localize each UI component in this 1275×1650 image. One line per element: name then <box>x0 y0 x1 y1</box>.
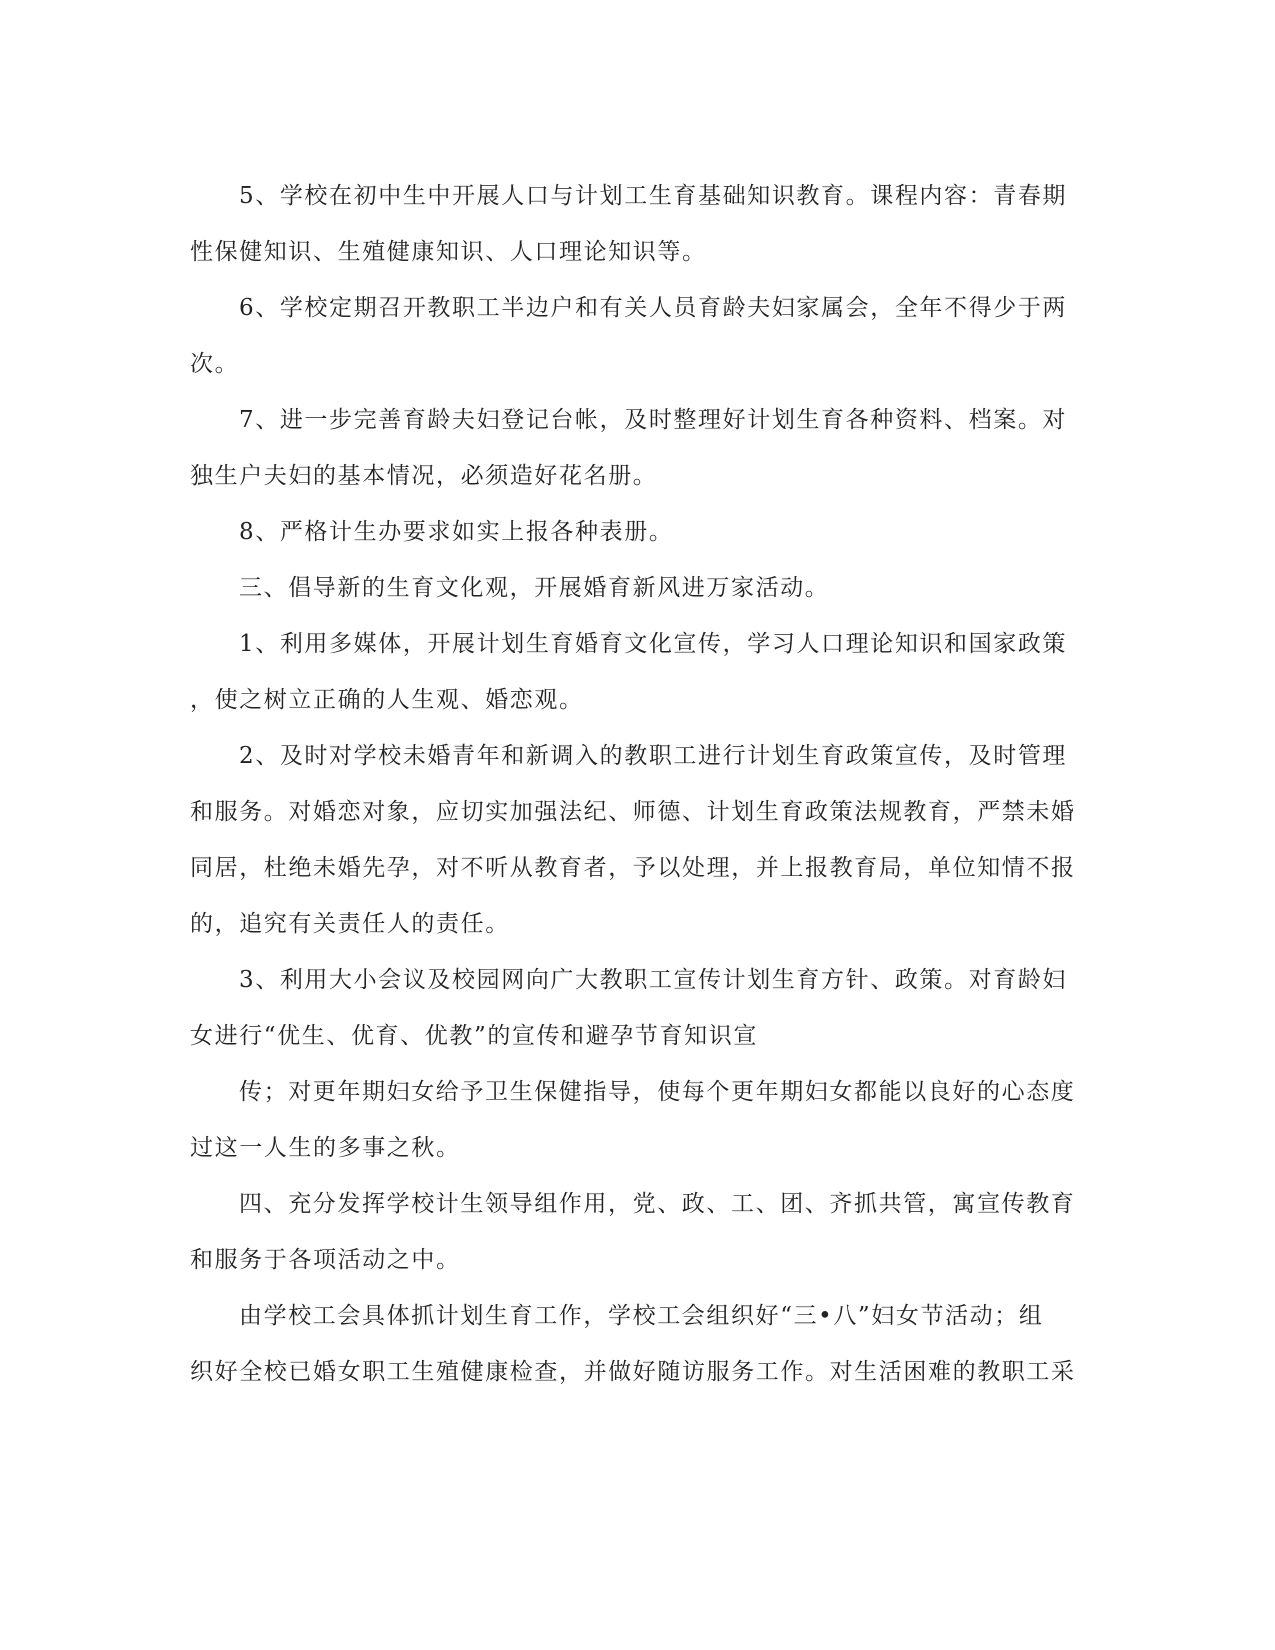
text-line: 1、利用多媒体，开展计划生育婚育文化宣传，学习人口理论知识和国家政策 <box>239 631 1068 657</box>
paragraph-item-3 <box>190 952 1090 1064</box>
paragraph-item-2 <box>190 728 1090 952</box>
text-line: 同居，杜绝未婚先孕，对不听从教育者，予以处理，并上报教育局，单位知情不报 <box>190 855 1076 881</box>
text-line: 8、严格计生办要求如实上报各种表册。 <box>239 519 674 545</box>
text-line: 6、学校定期召开教职工半边户和有关人员育龄夫妇家属会，全年不得少于两 <box>239 295 1068 321</box>
section-heading-text: 四、充分发挥学校计生领导组作用，党、政、工、团、齐抓共管，寓宣传教育 <box>239 1191 1076 1217</box>
document-body <box>190 168 1090 1400</box>
text-line: 过这一人生的多事之秋。 <box>190 1135 461 1161</box>
text-line: 5、学校在初中生中开展人口与计划工生育基础知识教育。课程内容：青春期 <box>239 183 1068 209</box>
text-line: 织好全校已婚女职工生殖健康检查，并做好随访服务工作。对生活困难的教职工采 <box>190 1359 1076 1385</box>
text-line: 的，追究有关责任人的责任。 <box>190 911 510 937</box>
paragraph-item-6 <box>190 280 1090 392</box>
paragraph-continuation <box>190 1064 1090 1176</box>
text-line: 女进行“优生、优育、优教”的宣传和避孕节育知识宣 <box>190 1023 758 1049</box>
text-line: 3、利用大小会议及校园网向广大教职工宣传计划生育方针、政策。对育龄妇 <box>239 967 1068 993</box>
text-line: 和服务于各项活动之中。 <box>190 1247 461 1273</box>
text-line: 和服务。对婚恋对象，应切实加强法纪、师德、计划生育政策法规教育，严禁未婚 <box>190 799 1076 825</box>
text-line: 传；对更年期妇女给予卫生保健指导，使每个更年期妇女都能以良好的心态度 <box>239 1079 1076 1105</box>
paragraph-item-7 <box>190 392 1090 504</box>
text-line: 7、进一步完善育龄夫妇登记台帐，及时整理好计划生育各种资料、档案。对 <box>239 407 1068 433</box>
paragraph-item-8 <box>190 504 1090 560</box>
text-line: ，使之树立正确的人生观、婚恋观。 <box>190 687 584 713</box>
paragraph-union <box>190 1288 1090 1400</box>
text-line: 由学校工会具体抓计划生育工作，学校工会组织好“三•八”妇女节活动；组 <box>239 1303 1044 1329</box>
text-line: 独生户夫妇的基本情况，必须造好花名册。 <box>190 463 658 489</box>
text-line: 性保健知识、生殖健康知识、人口理论知识等。 <box>190 239 707 265</box>
text-line: 次。 <box>190 351 240 377</box>
paragraph-item-1 <box>190 616 1090 728</box>
section-heading-4 <box>190 1176 1090 1288</box>
paragraph-item-5 <box>190 168 1090 280</box>
section-heading-3 <box>190 560 1090 616</box>
section-heading-text: 三、倡导新的生育文化观，开展婚育新风进万家活动。 <box>239 575 830 601</box>
text-line: 2、及时对学校未婚青年和新调入的教职工进行计划生育政策宣传，及时管理 <box>239 743 1068 769</box>
